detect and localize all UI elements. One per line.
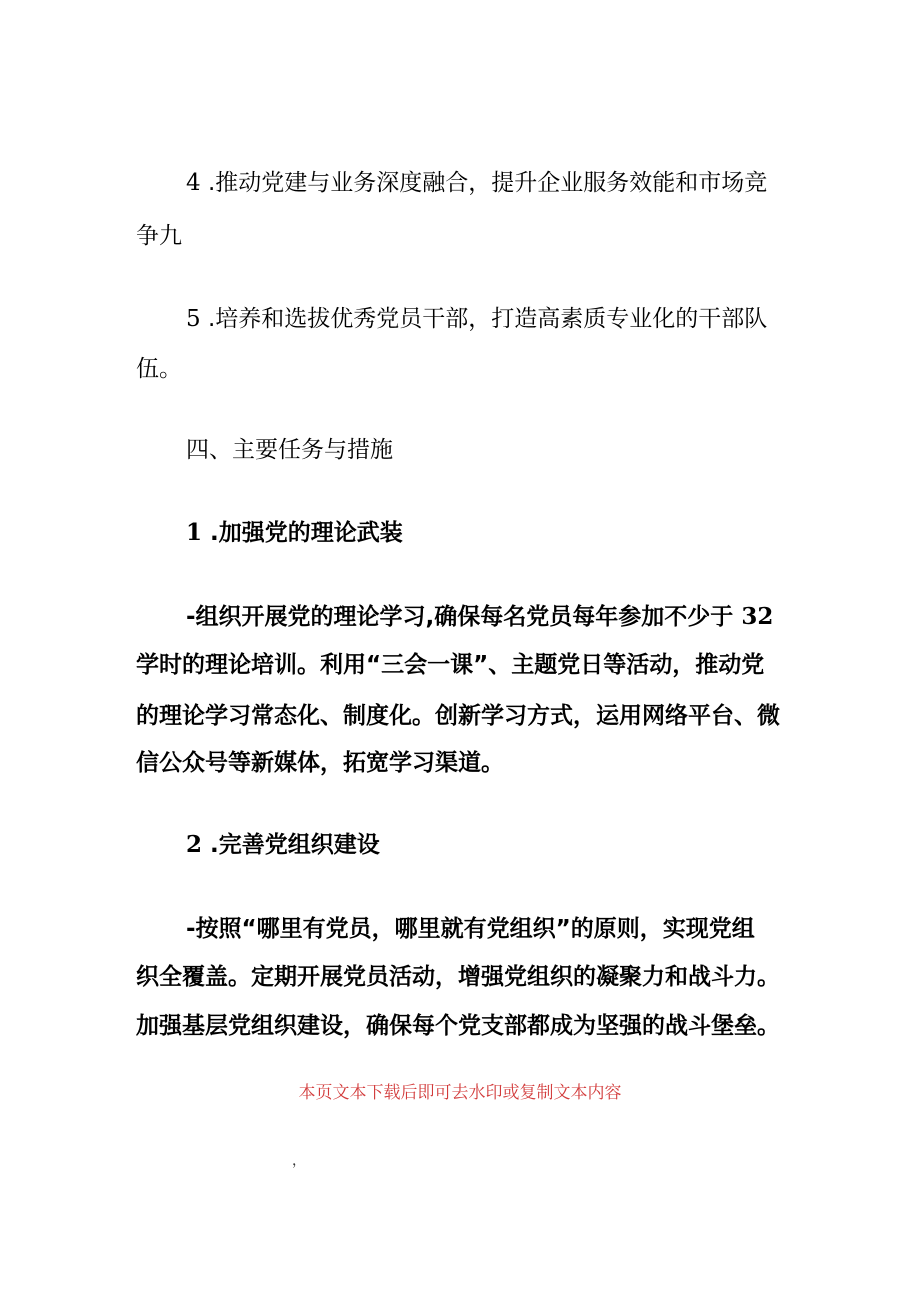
task-2-para-line3: 加强基层党组织建设，确保每个党支部都成为坚强的战斗堡垒。 [136,1013,780,1039]
goal-item-4-line2: 争九 [136,223,182,249]
goal-item-5-text: .培养和选拔优秀党员干部，打造高素质专业化的干部队 [207,306,768,332]
task-1-para-line3: 的理论学习常态化、制度化。创新学习方式，运用网络平台、微 [136,703,780,729]
task-2-title [186,830,380,860]
task-1-para-line1-text: -组织开展党的理论学习,确保每名党员每年参加不少于 [186,604,734,630]
task-2-para-line1: -按照“哪里有党员，哪里就有党组织”的原则，实现党组 [186,916,755,942]
stray-comma-mark: ， [292,1153,306,1169]
goal-item-4-number: 4 [186,170,201,196]
task-2-para-line2: 织全覆盖。定期开展党员活动，增强党组织的凝聚力和战斗力。 [136,964,780,990]
task-1-para-line2: 学时的理论培训。利用“三会一课”、主题党日等活动，推动党 [136,652,765,678]
task-1-number: 1 [186,519,203,546]
goal-item-4-text: .推动党建与业务深度融合，提升企业服务效能和市场竞 [207,170,768,196]
task-2-title-text: .完善党组织建设 [210,832,380,858]
task-1-para-line1 [186,602,773,632]
task-1-title-text: .加强党的理论武装 [210,520,403,546]
section-heading: 四、主要任务与措施 [186,437,393,463]
watermark-notice: 本页文本下载后即可去水印或复制文本内容 [298,1083,622,1103]
goal-item-5-line1 [186,304,767,334]
task-1-para-line1-hours: 32 [741,603,774,630]
goal-item-4-line1 [186,168,767,198]
goal-item-5-line2: 伍。 [136,356,182,382]
goal-item-5-number: 5 [186,306,201,332]
task-1-title [186,518,403,548]
task-1-para-line4: 信公众号等新媒体，拓宽学习渠道。 [136,750,504,776]
task-2-number: 2 [186,831,203,858]
